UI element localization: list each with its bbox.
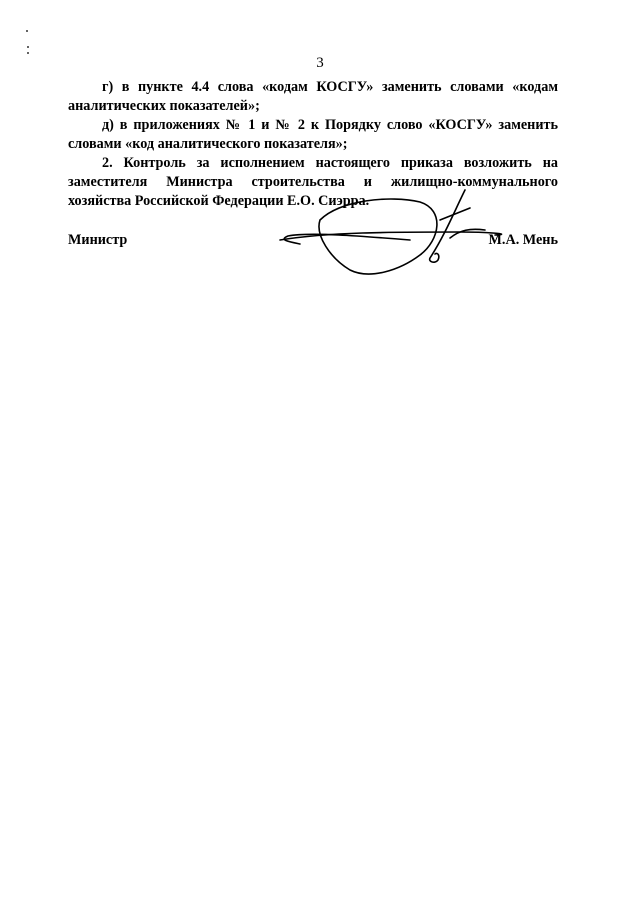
control-paragraph: 2. Контроль за исполнением настоящего приказа возложить на заместителя Министра строительства и жилищно-коммунального хозяйства Российской Федерации Е.О. Сиэрра. [68,155,558,209]
signer-role: Министр [68,232,128,248]
signer-name: М.А. Мень [488,232,558,248]
scan-speck [26,30,28,32]
scan-speck [27,46,29,48]
handwritten-signature [270,180,530,300]
amendment-paragraph-g: г) в пункте 4.4 слова «кодам КОСГУ» заменить словами «кодам аналитических показателей»; [68,79,558,114]
amendment-paragraph-d: д) в приложениях № 1 и № 2 к Порядку слово «КОСГУ» заменить словами «код аналитического показателя»; [68,117,558,152]
page-number: 3 [316,55,324,71]
scan-speck [27,52,29,54]
